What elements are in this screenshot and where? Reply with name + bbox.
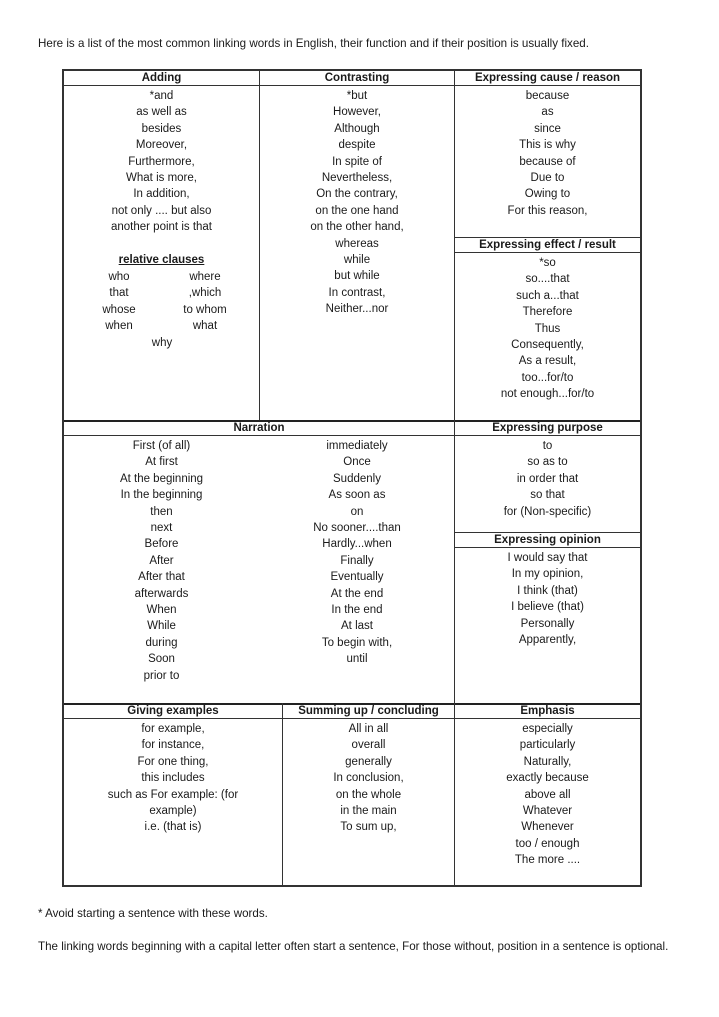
list-item: such as For example: (for: [107, 788, 239, 801]
list-item: While: [147, 620, 176, 633]
list-item: immediately: [326, 440, 388, 452]
narration-header-underline: [64, 435, 640, 436]
list-item: Neither...nor: [325, 303, 389, 316]
list-item: Although: [334, 122, 380, 135]
list-item: Due to: [530, 172, 565, 185]
list-item: that: [109, 287, 129, 300]
list-item: in the main: [340, 805, 397, 818]
list-item: Once: [343, 456, 371, 469]
list-item: As a result,: [518, 355, 577, 368]
list-item: Furthermore,: [128, 155, 195, 168]
list-item: Whenever: [521, 821, 574, 834]
list-item: this includes: [141, 772, 205, 785]
list-item: but while: [334, 270, 380, 283]
list-item: Naturally,: [523, 755, 572, 768]
list-item: why: [151, 336, 173, 349]
list-item: so that: [530, 489, 565, 502]
list-item: For this reason,: [507, 204, 588, 217]
list-item: When: [146, 604, 177, 617]
list-item: in order that: [516, 472, 579, 485]
position-note: The linking words beginning with a capital letter often start a sentence, For those without, position in a sentence is optional.: [38, 940, 669, 953]
list-item: No sooner....than: [313, 522, 401, 535]
list-item: on the whole: [335, 788, 402, 801]
list-item: This is why: [519, 139, 576, 152]
effect-header-underline: [454, 252, 640, 253]
list-item: not only .... but also: [111, 204, 212, 217]
list-item: *and: [149, 90, 174, 102]
list-item: on the other hand,: [310, 221, 404, 234]
list-item: since: [534, 122, 561, 135]
list-item: Moreover,: [135, 139, 188, 152]
list-item: In the beginning: [120, 489, 203, 502]
list-item: Suddenly: [333, 472, 381, 485]
list-item: despite: [338, 139, 376, 152]
list-item: Before: [144, 538, 179, 551]
list-item: Eventually: [330, 571, 384, 584]
list-item: In conclusion,: [333, 772, 404, 785]
list-item: such a...that: [516, 289, 579, 302]
list-item: then: [150, 505, 173, 518]
list-item: Whatever: [522, 805, 573, 818]
opinion-header-underline: [454, 547, 640, 548]
effect-heading: Expressing effect / result: [479, 239, 616, 251]
opinion-list: [455, 550, 640, 648]
list-item: not enough...for/to: [500, 388, 595, 401]
effect-top-line: [454, 237, 640, 238]
list-item: too / enough: [515, 837, 580, 850]
bottom-header-underline: [64, 718, 640, 719]
list-item: as well as: [136, 106, 187, 119]
list-item: *so: [539, 257, 556, 269]
list-item: i.e. (that is): [144, 821, 202, 834]
list-item: To sum up,: [340, 821, 397, 834]
list-item: I think (that): [517, 584, 578, 597]
list-item: Finally: [340, 554, 374, 567]
adding-heading: Adding: [141, 72, 182, 84]
list-item: exactly because: [506, 772, 589, 785]
list-item: What is more,: [126, 172, 197, 185]
list-item: too...for/to: [521, 371, 574, 384]
list-item: to whom: [183, 303, 227, 316]
list-item: As soon as: [328, 489, 386, 502]
list-item: above all: [524, 788, 571, 801]
list-item: All in all: [348, 723, 389, 735]
list-item: overall: [351, 739, 386, 752]
footnote: * Avoid starting a sentence with these words.: [38, 907, 268, 920]
list-item: where: [189, 271, 221, 283]
narration-list-2: [260, 438, 454, 668]
list-item: another point is that: [110, 221, 212, 234]
emphasis-heading: Emphasis: [520, 705, 575, 717]
list-item: what: [192, 320, 218, 333]
list-item: especially: [522, 723, 573, 735]
summing-heading: Summing up / concluding: [298, 705, 439, 717]
list-item: However,: [333, 106, 381, 119]
adding-list: [64, 88, 259, 236]
list-item: Nevertheless,: [321, 172, 393, 185]
list-item: when: [105, 320, 133, 333]
effect-list: [455, 255, 640, 403]
relative-clauses-list: [76, 269, 248, 351]
emphasis-list: [455, 721, 640, 869]
list-item: whereas: [335, 237, 379, 250]
list-item: To begin with,: [321, 636, 393, 649]
list-item: generally: [345, 755, 392, 768]
list-item: At the end: [330, 587, 384, 600]
list-item: Hardly...when: [322, 538, 392, 551]
list-item: during: [145, 636, 178, 649]
list-item: First (of all): [132, 440, 191, 452]
list-item: Personally: [520, 617, 575, 630]
list-item: as: [541, 106, 554, 119]
list-item: In my opinion,: [511, 568, 584, 581]
opinion-top-line: [454, 532, 640, 533]
list-item: for instance,: [141, 739, 205, 752]
contrasting-list: [260, 88, 454, 318]
relative-clauses-title: relative clauses: [118, 254, 205, 266]
summing-list: [283, 721, 454, 836]
list-item: Consequently,: [511, 339, 584, 352]
list-item: I would say that: [507, 552, 588, 564]
list-item: whose: [102, 303, 136, 316]
list-item: next: [150, 522, 173, 535]
list-item: Owing to: [524, 188, 571, 201]
examples-heading: Giving examples: [127, 705, 219, 717]
list-item: In the end: [331, 604, 383, 617]
list-item: Apparently,: [518, 634, 577, 647]
list-item: who: [108, 271, 130, 283]
list-item: prior to: [143, 669, 180, 682]
list-item: besides: [141, 122, 182, 135]
list-item: After: [149, 554, 174, 567]
list-item: In addition,: [133, 188, 190, 201]
list-item: After that: [138, 571, 185, 584]
opinion-heading: Expressing opinion: [494, 534, 601, 546]
list-item: to: [542, 440, 553, 452]
list-item: For one thing,: [137, 755, 209, 768]
list-item: ,which: [188, 287, 222, 300]
list-item: so as to: [527, 456, 568, 469]
contrasting-heading: Contrasting: [324, 72, 390, 84]
list-item: I believe (that): [511, 601, 584, 614]
list-item: The more ....: [514, 854, 581, 867]
list-item: Thus: [534, 322, 561, 335]
list-item: particularly: [519, 739, 576, 752]
list-item: At last: [341, 620, 373, 633]
list-item: Therefore: [522, 306, 573, 319]
purpose-list: [455, 438, 640, 520]
narration-list-1: [64, 438, 259, 684]
list-item: while: [343, 254, 371, 267]
list-item: Soon: [148, 653, 175, 666]
list-item: On the contrary,: [316, 188, 398, 201]
list-item: At the beginning: [119, 472, 204, 485]
linking-words-table: [62, 69, 642, 887]
examples-list: [64, 721, 282, 836]
list-item: on the one hand: [315, 204, 399, 217]
list-item: for (Non-specific): [503, 505, 592, 518]
list-item: afterwards: [134, 587, 189, 600]
narration-heading: Narration: [233, 422, 285, 434]
list-item: so....that: [525, 273, 570, 286]
list-item: At first: [145, 456, 178, 469]
list-item: for example,: [141, 723, 205, 735]
purpose-heading: Expressing purpose: [492, 422, 603, 434]
list-item: *but: [346, 90, 368, 102]
list-item: because: [525, 90, 570, 102]
header-underline: [64, 85, 640, 86]
list-item: until: [346, 653, 368, 666]
cause-heading: Expressing cause / reason: [474, 72, 621, 84]
cause-list: [455, 88, 640, 219]
intro-text: Here is a list of the most common linking words in English, their function and if their position is usually fixed.: [38, 37, 589, 50]
list-item: In contrast,: [328, 286, 386, 299]
list-item: example): [149, 805, 197, 818]
list-item: because of: [519, 155, 576, 168]
list-item: on: [350, 505, 364, 518]
list-item: In spite of: [332, 155, 382, 168]
